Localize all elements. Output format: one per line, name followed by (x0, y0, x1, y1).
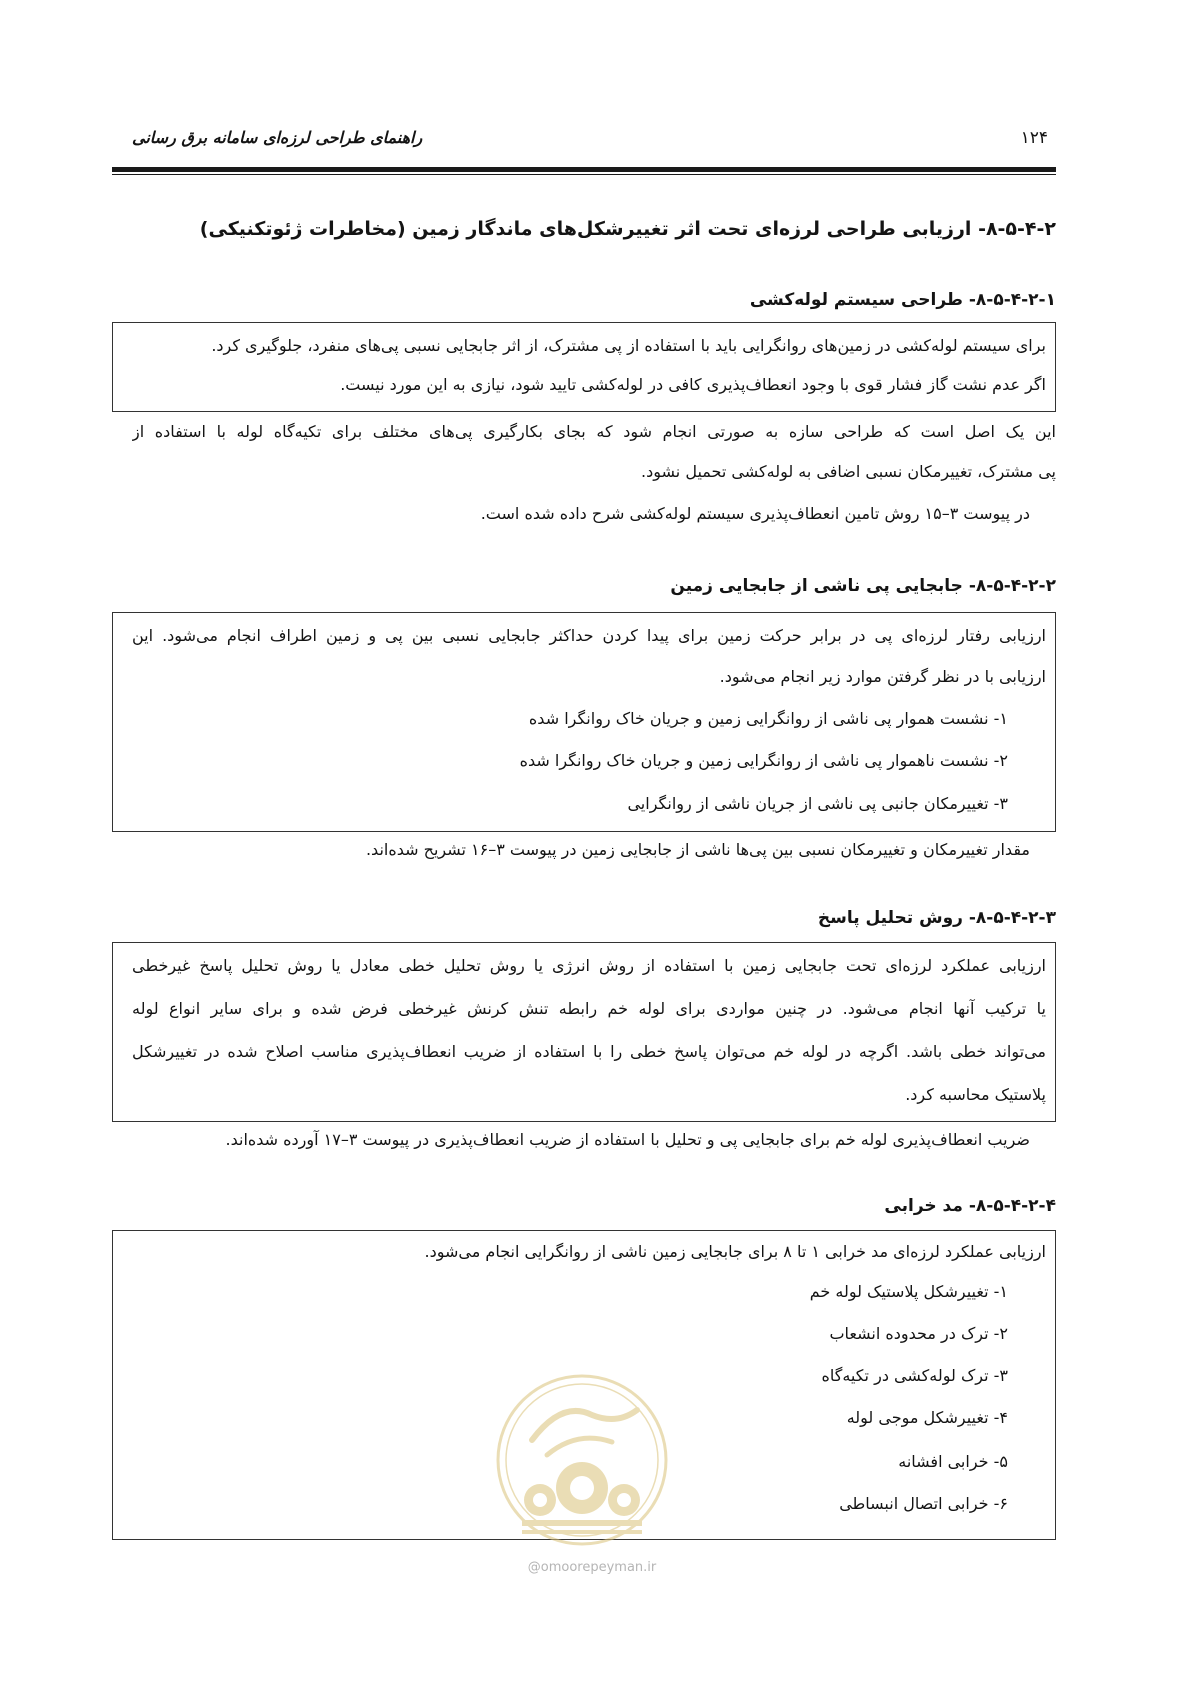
subsection-4-box-line-1: ارزیابی عملکرد لرزه‌ای مد خرابی ۱ تا ۸ برای جابجایی زمین ناشی از روانگرایی انجام می‌شود. (424, 1242, 1046, 1261)
subsection-3-box-line-2: یا ترکیب آنها انجام می‌شود. در چنین مواردی برای لوله خم رابطه تنش کرنش غیرخطی فرض شده و برای سایر انواع لوله (132, 999, 1046, 1018)
subsection-1-box-line-2: اگر عدم نشت گاز فشار قوی با وجود انعطاف‌پذیری کافی در لوله‌کشی تایید شود، نیازی به این مورد نیست. (340, 375, 1046, 394)
watermark-logo-icon (492, 1370, 672, 1550)
subsection-heading-4: ۸-۵-۴-۲-۴- مد خرابی (884, 1196, 1056, 1216)
watermark-site-text: omoorepeyman.ir (540, 1560, 657, 1575)
subsection-2-box-line-1: ارزیابی رفتار لرزه‌ای پی در برابر حرکت زمین برای پیدا کردن حداکثر جابجایی نسبی بین پی و زمین اطراف انجام می‌شود. این (132, 626, 1046, 645)
subsection-1-box-line-1: برای سیستم لوله‌کشی در زمین‌های روانگرایی باید با استفاده از پی مشترک، از اثر جابجایی نسبی پی‌های منفرد، جلوگیری کرد. (211, 336, 1046, 355)
subsection-3-box-line-3: می‌تواند خطی باشد. اگرچه در لوله خم می‌توان پاسخ خطی را با استفاده از ضریب انعطاف‌پذیری مناسب اصلاح شده در تغییرشکل (132, 1042, 1046, 1061)
subsection-3-box-line-4: پلاستیک محاسبه کرد. (905, 1085, 1046, 1104)
subsection-3-box-line-1: ارزیابی عملکرد لرزه‌ای تحت جابجایی زمین با استفاده از روش انرژی یا روش تحلیل خطی معادل یا روش تحلیل پاسخ غیرخطی (132, 956, 1046, 975)
subsection-4-list-item-1: ۱- تغییرشکل پلاستیک لوله خم (809, 1282, 1008, 1301)
subsection-2-box-line-2: ارزیابی با در نظر گرفتن موارد زیر انجام می‌شود. (719, 667, 1046, 686)
subsection-4-list-item-6: ۶- خرابی اتصال انبساطی (839, 1494, 1008, 1513)
subsection-2-list-item-1: ۱- نشست هموار پی ناشی از روانگرایی زمین و جریان خاک روانگرا شده (528, 709, 1008, 728)
subsection-1-paragraph-line-3: در پیوست ۳–۱۵ روش تامین انعطاف‌پذیری سیستم لوله‌کشی شرح داده شده است. (480, 504, 1030, 523)
book-title: راهنمای طراحی لرزه‌ای سامانه برق رسانی (132, 128, 423, 147)
subsection-heading-3: ۸-۵-۴-۲-۳- روش تحلیل پاسخ (817, 908, 1056, 928)
subsection-2-list-item-3: ۳- تغییرمکان جانبی پی ناشی از جریان ناشی از روانگرایی (627, 794, 1008, 813)
subsection-2-list-item-2: ۲- نشست ناهموار پی ناشی از روانگرایی زمین و جریان خاک روانگرا شده (519, 751, 1008, 770)
header-rule-thick (112, 167, 1056, 172)
subsection-2-paragraph-line-1: مقدار تغییرمکان و تغییرمکان نسبی بین پی‌ها ناشی از جابجایی زمین در پیوست ۳–۱۶ تشریح شده‌اند. (365, 840, 1030, 859)
subsection-4-list-item-4: ۴- تغییرشکل موجی لوله (846, 1408, 1008, 1427)
watermark-site (502, 1560, 682, 1575)
subsection-4-list-item-3: ۳- ترک لوله‌کشی در تکیه‌گاه (821, 1366, 1008, 1385)
header-rule-thin (112, 174, 1056, 175)
at-icon: @ (527, 1560, 541, 1575)
subsection-4-list-item-2: ۲- ترک در محدوده انشعاب (829, 1324, 1008, 1343)
subsection-4-list-item-5: ۵- خرابی افشانه (898, 1452, 1008, 1471)
section-heading: ۸-۵-۴-۲- ارزیابی طراحی لرزه‌ای تحت اثر تغییرشکل‌های ماندگار زمین (مخاطرات ژئوتکنیکی) (199, 218, 1056, 240)
subsection-1-paragraph-line-1: این یک اصل است که طراحی سازه به صورتی انجام شود که بجای بکارگیری پی‌های مختلف برای تکیه‌گاه لوله با استفاده از (132, 422, 1056, 441)
page-header (112, 122, 1056, 158)
subsection-heading-1: ۸-۵-۴-۲-۱- طراحی سیستم لوله‌کشی (749, 290, 1056, 310)
subsection-1-paragraph-line-2: پی مشترک، تغییرمکان نسبی اضافی به لوله‌کشی تحمیل نشود. (641, 462, 1056, 481)
page-number: ۱۲۴ (1020, 128, 1048, 148)
subsection-heading-2: ۸-۵-۴-۲-۲- جابجایی پی ناشی از جابجایی زمین (670, 576, 1056, 596)
subsection-3-paragraph-line-1: ضریب انعطاف‌پذیری لوله خم برای جابجایی پی و تحلیل با استفاده از ضریب انعطاف‌پذیری در پیوست ۳–۱۷ آورده شده‌اند. (225, 1130, 1030, 1149)
